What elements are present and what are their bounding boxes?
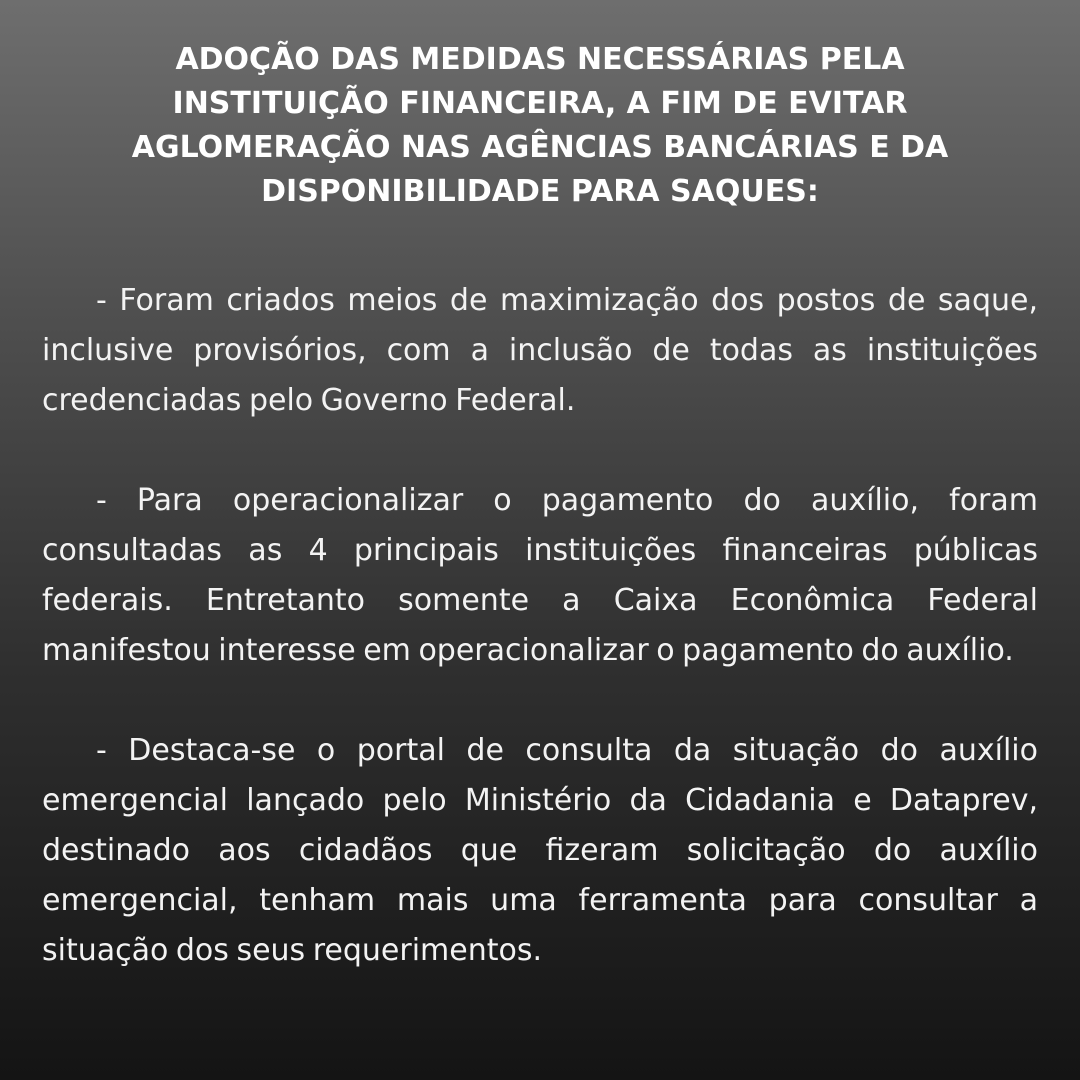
paragraph-caixa-payment: - Para operacionalizar o pagamento do auxílio, foram consultadas as 4 principais instituições financeiras públicas federais. Entretanto somente a Caixa Econômica Federal manifestou interesse em operacionalizar o pagamento do auxílio.: [42, 483, 1038, 668]
paragraph-consult-portal: - Destaca-se o portal de consulta da situação do auxílio emergencial lançado pelo Ministério da Cidadania e Dataprev, destinado aos cidadãos que fizeram solicitação do auxílio emergencial, tenham mais uma ferramenta para consultar a situação dos seus requerimentos.: [42, 733, 1038, 968]
slide-heading: [42, 0, 1038, 214]
paragraph-saque-points: - Foram criados meios de maximização dos postos de saque, inclusive provisórios, com a inclusão de todas as instituições credenciadas pelo Governo Federal.: [42, 283, 1038, 418]
heading-line: DISPONIBILIDADE PARA SAQUES:: [261, 174, 819, 209]
slide-body: [42, 276, 1038, 976]
heading-line: ADOÇÃO DAS MEDIDAS NECESSÁRIAS PELA: [175, 42, 905, 77]
heading-line: INSTITUIÇÃO FINANCEIRA, A FIM DE EVITAR: [172, 86, 908, 121]
heading-line: AGLOMERAÇÃO NAS AGÊNCIAS BANCÁRIAS E DA: [131, 130, 949, 165]
